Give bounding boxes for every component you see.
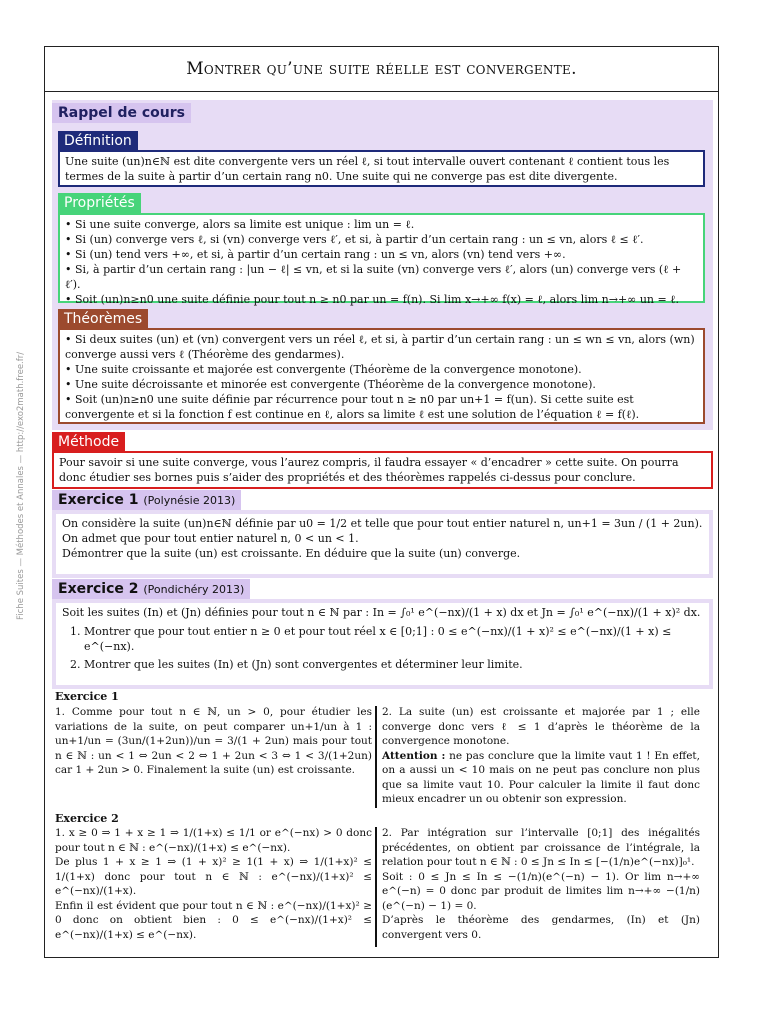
proprietes-box — [58, 213, 705, 306]
theoreme-item: • Si deux suites (un) et (vn) convergent vers un réel ℓ, et si, à partir d’un certain rang : un ≤ wn ≤ vn, alors (wn) converge aussi vers ℓ (Théorème des gendarmes). — [65, 332, 698, 362]
definition-box — [58, 150, 705, 187]
propriete-item: • Si (un) tend vers +∞, et si, à partir d’un certain rang : un ≤ vn, alors (vn) tend vers +∞. — [65, 247, 698, 262]
solution2-left-text: De plus 1 + x ≥ 1 ⇒ (1 + x)² ≥ 1(1 + x) ⇒ 1/(1+x)² ≤ 1/(1+x) donc pour tout n ∈ ℕ : e^(−nx)/(1+x)² ≤ e^(−nx)/(1+x). — [55, 856, 372, 897]
solution1-left — [55, 705, 372, 810]
side-credit: Fiche Suites — Méthodes et Annales — http://exo2math.free.fr/ — [16, 351, 26, 620]
proprietes-label: Propriétés — [58, 193, 141, 213]
solution1-left-text: 1. Comme pour tout n ∈ ℕ, un > 0, pour étudier les variations de la suite, on peut comparer un+1/un à 1 : un+1/un = (3un/(1+2un))/un = 3/(1 + 2un) mais pour tout n ∈ ℕ : un < 1 ⇔ 2un < 2 ⇔ 1 + 2un < 3 ⇔ 1 < 3/(1+2un) car 1 + 2un > 0. Finalement la suite (un) est croissante. — [55, 706, 372, 776]
exercice1-line: On considère la suite (un)n∈ℕ définie par u0 = 1/2 et telle que pour tout entier naturel n, un+1 = 3un / (1 + 2un). — [62, 517, 703, 530]
theoremes-label: Théorèmes — [58, 309, 148, 329]
propriete-item: • Si, à partir d’un certain rang : |un − ℓ| ≤ vn, et si la suite (vn) converge vers ℓ′, alors (un) converge vers (ℓ + ℓ′). — [65, 262, 698, 292]
solution1-right — [382, 705, 700, 810]
exercice2-statement — [56, 603, 709, 685]
exercice2-source: (Pondichéry 2013) — [143, 583, 245, 596]
solution2-right-text: 2. Par intégration sur l’intervalle [0;1] des inégalités précédentes, on obtient par croissance de l’intégrale, la relation pour tout n ∈ ℕ : 0 ≤ Jn ≤ In ≤ [−(1/n)e^(−nx)]₀¹. — [382, 827, 700, 868]
exercice2-intro: Soit les suites (In) et (Jn) définies pour tout n ∈ ℕ par : In = ∫₀¹ e^(−nx)/(1 + x) dx et Jn = ∫₀¹ e^(−nx)/(1 + x)² dx. — [62, 606, 701, 619]
attention-text: ne pas conclure que la limite vaut 1 ! En effet, on a aussi un < 10 mais on ne peut pas conclure non plus que sa limite vaut 10. Pour calculer la limite il faut donc mieux encadrer un ou obtenir son expression. — [382, 749, 700, 805]
column-separator — [375, 706, 377, 808]
solution1-right-text: 2. La suite (un) est croissante et majorée par 1 ; elle converge donc vers ℓ ≤ 1 d’après le théorème de la convergence monotone. — [382, 706, 700, 747]
exercice1-statement — [56, 514, 709, 574]
theoremes-box — [58, 328, 705, 424]
exercice2-title: Exercice 2 — [58, 581, 139, 597]
solution2-title: Exercice 2 — [55, 812, 119, 825]
solution2-right-text: D’après le théorème des gendarmes, (In) et (Jn) convergent vers 0. — [382, 914, 700, 941]
solution2-left — [55, 826, 372, 946]
exercice1-source: (Polynésie 2013) — [143, 494, 236, 507]
column-separator — [375, 827, 377, 947]
rappel-label: Rappel de cours — [52, 103, 191, 123]
definition-label: Définition — [58, 131, 138, 151]
exercice1-label — [52, 490, 241, 511]
solution2-left-text: Enfin il est évident que pour tout n ∈ ℕ : e^(−nx)/(1+x)² ≥ 0 donc on obtient bien : 0 ≤ e^(−nx)/(1+x)² ≤ e^(−nx)/(1+x) ≤ e^(−nx). — [55, 899, 372, 941]
exercice2-question: 2. Montrer que les suites (In) et (Jn) sont convergentes et déterminer leur limite. — [84, 657, 703, 672]
propriete-item: • Si (un) converge vers ℓ, si (vn) converge vers ℓ′, et si, à partir d’un certain rang : un ≤ vn, alors ℓ ≤ ℓ′. — [65, 232, 698, 247]
propriete-item: • Soit (un)n≥n0 une suite définie pour tout n ≥ n0 par un = f(n). Si lim x→+∞ f(x) = ℓ, alors lim n→+∞ un = ℓ. — [65, 292, 698, 307]
exercice1-title: Exercice 1 — [58, 492, 139, 508]
solution1-title: Exercice 1 — [55, 690, 119, 703]
solution2-right-text: Soit : 0 ≤ Jn ≤ In ≤ −(1/n)(e^(−n) − 1). Or lim n→+∞ e^(−n) = 0 donc par produit de limites lim n→+∞ −(1/n)(e^(−n) − 1) = 0. — [382, 870, 700, 912]
methode-label: Méthode — [52, 432, 125, 452]
methode-box — [52, 451, 713, 489]
solution2-left-text: 1. x ≥ 0 ⇒ 1 + x ≥ 1 ⇒ 1/(1+x) ≤ 1/1 or e^(−nx) > 0 donc pour tout n ∈ ℕ : e^(−nx)/(1+x) ≤ e^(−nx). — [55, 827, 372, 854]
theoreme-item: • Une suite décroissante et minorée est convergente (Théorème de la convergence monotone). — [65, 377, 698, 392]
exercice2-label — [52, 579, 250, 600]
methode-text: Pour savoir si une suite converge, vous l’aurez compris, il faudra essayer « d’encadrer » cette suite. On pourra donc étudier ses bornes puis s’aider des propriétés et des théorèmes rappelés ci-dessus pour conclure. — [59, 456, 679, 484]
theoreme-item: • Une suite croissante et majorée est convergente (Théorème de la convergence monotone). — [65, 362, 698, 377]
exercice1-line: Démontrer que la suite (un) est croissante. En déduire que la suite (un) converge. — [62, 547, 521, 560]
attention-label: Attention : — [382, 749, 446, 762]
exercice1-line: On admet que pour tout entier naturel n, 0 < un < 1. — [62, 532, 359, 545]
page-title: Montrer qu’une suite réelle est convergente. — [44, 46, 719, 92]
theoreme-item: • Soit (un)n≥n0 une suite définie par récurrence pour tout n ≥ n0 par un+1 = f(un). Si cette suite est convergente et si la fonction f est continue en ℓ, alors sa limite ℓ est une solution de l’équation ℓ = f(ℓ). — [65, 392, 698, 422]
solution2-right — [382, 826, 700, 946]
exercice2-question: 1. Montrer que pour tout entier n ≥ 0 et pour tout réel x ∈ [0;1] : 0 ≤ e^(−nx)/(1 + x)² ≤ e^(−nx)/(1 + x) ≤ e^(−nx). — [84, 624, 703, 654]
definition-text: Une suite (un)n∈ℕ est dite convergente vers un réel ℓ, si tout intervalle ouvert contenant ℓ contient tous les termes de la suite à partir d’un certain rang n0. Une suite qui ne converge pas est dite divergente. — [65, 155, 670, 183]
propriete-item: • Si une suite converge, alors sa limite est unique : lim un = ℓ. — [65, 217, 698, 232]
